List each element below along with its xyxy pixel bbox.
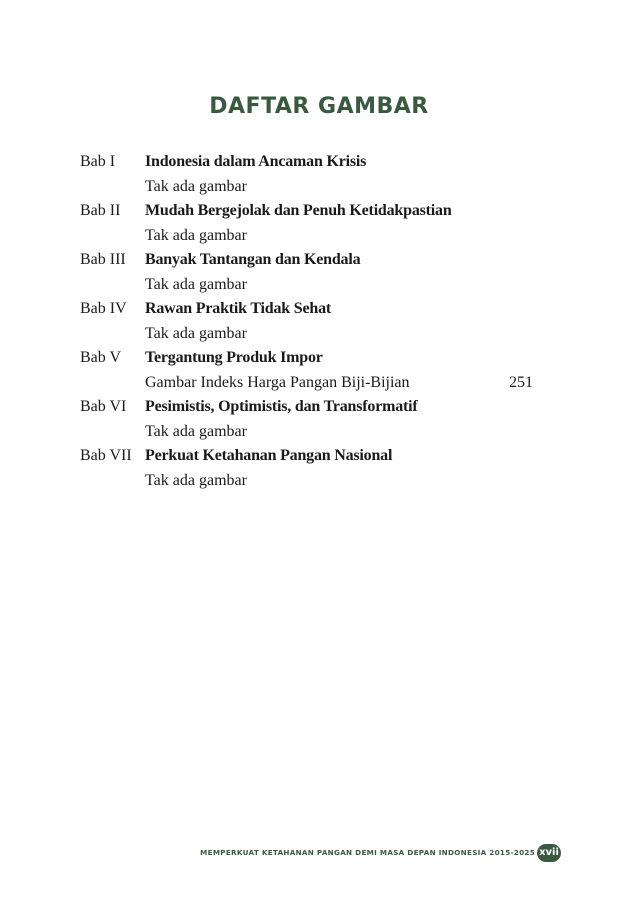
chapter-row — [80, 150, 550, 175]
figure-entry: Tak ada gambar — [145, 177, 247, 195]
chapter-title: Pesimistis, Optimistis, dan Transformatif — [145, 398, 418, 415]
figure-entry: Gambar Indeks Harga Pangan Biji-Bijian — [145, 373, 410, 391]
chapter-title: Tergantung Produk Impor — [145, 349, 323, 366]
figure-entry: Tak ada gambar — [145, 275, 247, 293]
chapter-row — [80, 199, 550, 224]
figure-row — [80, 371, 550, 396]
running-footer-title: MEMPERKUAT KETAHANAN PANGAN DEMI MASA DEPAN INDONESIA 2015-2025 — [200, 848, 535, 857]
figure-row — [80, 273, 550, 298]
page-title: DAFTAR GAMBAR — [209, 94, 429, 119]
figure-row — [80, 224, 550, 249]
chapter-row — [80, 444, 550, 469]
chapter-label: Bab II — [80, 202, 121, 219]
figure-row — [80, 420, 550, 445]
page-footer — [0, 844, 638, 866]
chapter-row — [80, 297, 550, 322]
chapter-label: Bab VII — [80, 447, 132, 464]
chapter-label: Bab VI — [80, 398, 127, 415]
chapter-title: Rawan Praktik Tidak Sehat — [145, 300, 332, 317]
chapter-title: Mudah Bergejolak dan Penuh Ketidakpastian — [145, 202, 452, 219]
chapter-label: Bab I — [80, 153, 116, 170]
chapter-label: Bab V — [80, 349, 122, 366]
chapter-title: Perkuat Ketahanan Pangan Nasional — [145, 447, 393, 464]
figure-entry: Tak ada gambar — [145, 324, 247, 342]
chapter-label: Bab IV — [80, 300, 127, 317]
chapter-row — [80, 395, 550, 420]
figure-list — [80, 150, 550, 493]
chapter-title: Banyak Tantangan dan Kendala — [145, 251, 361, 268]
figure-row — [80, 322, 550, 347]
chapter-label: Bab III — [80, 251, 126, 268]
page-number-badge: xvii — [537, 844, 561, 862]
figure-row — [80, 175, 550, 200]
figure-row — [80, 469, 550, 494]
chapter-title: Indonesia dalam Ancaman Krisis — [145, 153, 367, 170]
figure-entry: Tak ada gambar — [145, 422, 247, 440]
figure-entry: Tak ada gambar — [145, 471, 247, 489]
figure-page-number: 251 — [509, 373, 533, 391]
chapter-row — [80, 248, 550, 273]
figure-entry: Tak ada gambar — [145, 226, 247, 244]
chapter-row — [80, 346, 550, 371]
